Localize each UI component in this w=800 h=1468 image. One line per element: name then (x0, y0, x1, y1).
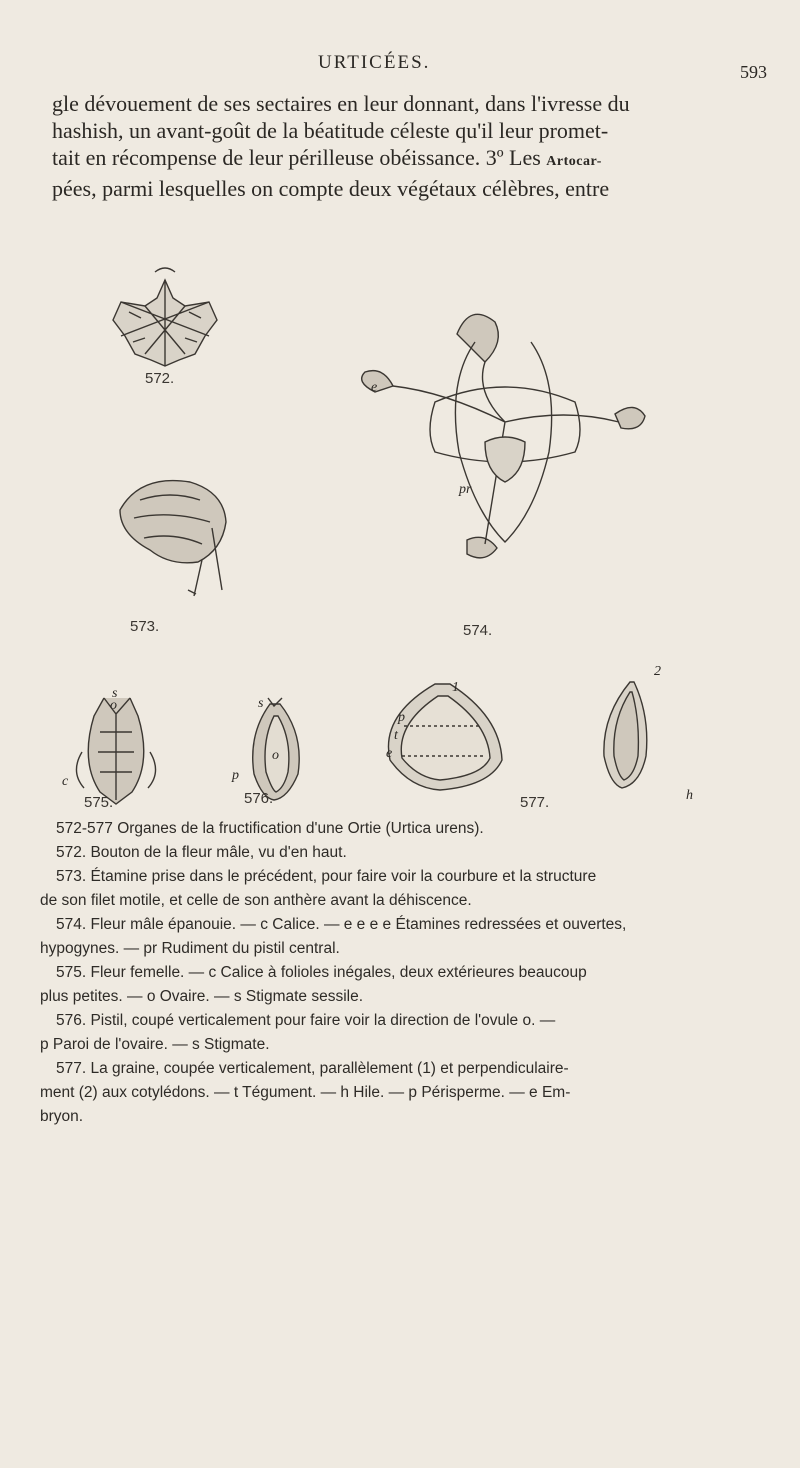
figure-number: 574. (463, 622, 493, 639)
label-p: p (232, 768, 239, 783)
body-line (52, 144, 772, 175)
male-flower-drawing (335, 282, 675, 582)
figure-caption (40, 818, 780, 1130)
caption-line: hypogynes. — pr Rudiment du pistil central. (40, 940, 340, 957)
figure-number: 577. (520, 794, 550, 811)
label-1: 1 (452, 680, 459, 695)
label-p: p (398, 710, 405, 725)
figure-572 (85, 262, 245, 387)
female-flower-drawing (60, 692, 190, 812)
figure-576 (228, 694, 338, 814)
caption-line: 577. La graine, coupée verticalement, parallèlement (1) et perpendiculaire- (56, 1060, 569, 1077)
body-line: gle dévouement de ses sectaires en leur donnant, dans l'ivresse du (52, 91, 630, 116)
caption-line: 574. Fleur mâle épanouie. — c Calice. — e e e e Étamines redressées et ouvertes, (56, 916, 627, 933)
caption-line: de son filet motile, et celle de son anthère avant la déhiscence. (40, 892, 472, 909)
caption-line: ment (2) aux cotylédons. — t Tégument. — h Hile. — p Périsperme. — e Em- (40, 1084, 571, 1101)
pistil-section-drawing (228, 694, 338, 804)
caption-line: 572-577 Organes de la fructification d'une Ortie (Urtica urens). (56, 820, 484, 837)
caption-line: 576. Pistil, coupé verticalement pour faire voir la direction de l'ovule o. — (56, 1012, 556, 1029)
label-t: t (394, 728, 398, 743)
figure-number: 572. (145, 370, 175, 387)
figure-number: 573. (130, 618, 160, 635)
figure-573 (90, 470, 250, 640)
caption-line: p Paroi de l'ovaire. — s Stigmate. (40, 1036, 270, 1053)
figure-575 (60, 686, 190, 812)
figure-number: 575. (84, 794, 114, 811)
label-2: 2 (654, 664, 661, 679)
label-h: h (686, 788, 693, 803)
page-number: 593 (740, 62, 767, 82)
figure-number: 576. (244, 790, 274, 807)
caption-line: plus petites. — o Ovaire. — s Stigmate sessile. (40, 988, 364, 1005)
stamen-drawing (90, 470, 250, 600)
running-head (0, 52, 800, 82)
body-paragraph (52, 90, 772, 202)
label-e: e (371, 380, 378, 395)
caption-line: bryon. (40, 1108, 84, 1125)
label-s: s (258, 696, 264, 711)
caption-line: 575. Fleur femelle. — c Calice à folioles inégales, deux extérieures beaucoup (56, 964, 587, 981)
body-line: hashish, un avant-goût de la béatitude céleste qu'il leur promet- (52, 118, 609, 143)
figure-577 (340, 664, 700, 816)
label-e: e (386, 746, 393, 761)
body-line-text: tait en récompense de leur périlleuse obéissance. 3º Les (52, 145, 541, 170)
figure-574 (335, 282, 675, 652)
smallcaps-term: Artocar- (546, 154, 602, 169)
caption-line: 573. Étamine prise dans le précédent, pour faire voir la courbure et la structure (56, 868, 597, 885)
label-s: s (112, 686, 118, 701)
label-o: o (110, 698, 117, 713)
running-title: URTICÉES. (318, 52, 431, 73)
label-o: o (272, 748, 279, 763)
label-c: c (62, 774, 69, 789)
label-pr: pr (459, 482, 472, 497)
caption-line: 572. Bouton de la fleur mâle, vu d'en haut. (56, 844, 347, 861)
flower-bud-drawing (85, 262, 245, 382)
body-line: pées, parmi lesquelles on compte deux végétaux célèbres, entre (52, 176, 610, 201)
